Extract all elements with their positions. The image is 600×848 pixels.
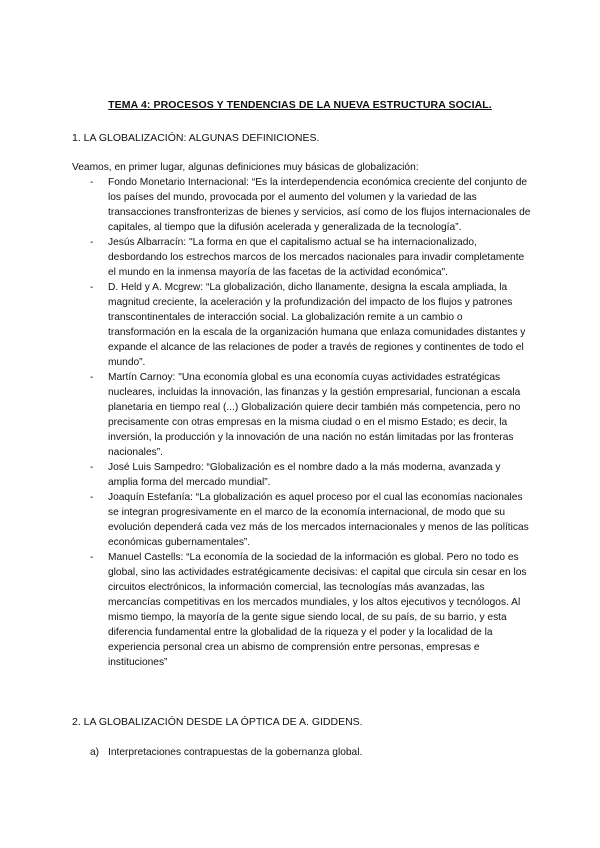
section-2-subitem (90, 745, 530, 760)
definition-item-fmi: - Fondo Monetario Internacional: “Es la interdependencia económica creciente del conjunto de los países del mundo, provocada por el aumento del volumen y la variedad de las transacciones transfronterizas de bienes y servicios, así como de los flujos internacionales de capitales, al tiempo que la difusión acelerada y generalizada de la tecnología”. (90, 175, 532, 235)
definition-item-castells: - Manuel Castells: “La economía de la sociedad de la información es global. Pero no todo es global, sino las actividades estratégicamente decisivas: el capital que circula sin cesar en los circuitos electrónicos, la información comercial, las tecnologías más avanzadas, las mercancías competitivas en los mercados mundiales, y los altos ejecutivos y tecnólogos. Al mismo tiempo, la mayoría de la gente sigue siendo local, de su país, de su barrio, y esta diferencia fundamental entre la globalidad de la riqueza y el poder y la localidad de la experiencia personal crea un abismo de comprensión entre personas, empresas e instituciones” (90, 550, 532, 670)
document-title: TEMA 4: PROCESOS Y TENDENCIAS DE LA NUEVA ESTRUCTURA SOCIAL. (108, 99, 492, 111)
definition-item-sampedro: - José Luis Sampedro: “Globalización es el nombre dado a la más moderna, avanzada y amplia forma del mercado mundial”. (90, 460, 532, 490)
definition-item-estefania: - Joaquín Estefanía: “La globalización es aquel proceso por el cual las economías nacionales se integran progresivamente en el marco de la economía internacional, de modo que su evolución dependerá cada vez más de los mercados internacionales y menos de las políticas económicas gubernamentales”. (90, 490, 532, 550)
section-1-intro: Veamos, en primer lugar, algunas definiciones muy básicas de globalización: (72, 162, 419, 173)
definitions-list (90, 175, 532, 670)
definition-item-held-mcgrew: - D. Held y A. Mcgrew: “La globalización, dicho llanamente, designa la escala ampliada, la magnitud creciente, la aceleración y la profundización del impacto de los flujos y patrones transcontinentales de interacción social. La globalización remite a un cambio o transformación en la escala de la organización humana que enlaza comunidades distantes y expande el alcance de las relaciones de poder a través de regiones y continentes de todo el mundo”. (90, 280, 532, 370)
subitem-text: Interpretaciones contrapuestas de la gobernanza global. (108, 747, 363, 758)
subitem-marker: a) (90, 747, 100, 758)
definition-item-carnoy: - Martín Carnoy: "Una economía global es una economía cuyas actividades estratégicas nucleares, incluidas la innovación, las finanzas y la gestión empresarial, funcionan a escala planetaria en tiempo real (...) Globalización quiere decir también más competencia, pero no precisamente con otras empresas en la misma ciudad o en el mismo Estado; es decir, la inversión, la producción y la innovación de una nación no están limitadas por las fronteras nacionales”. (90, 370, 532, 460)
section-2-heading: 2. LA GLOBALIZACIÓN DESDE LA ÓPTICA DE A. GIDDENS. (72, 716, 363, 728)
definition-item-albarracin: - Jesús Albarracín: "La forma en que el capitalismo actual se ha internacionalizado, desbordando los estrechos marcos de los mercados nacionales para invadir completamente el mundo en la inmensa mayoría de las facetas de la actividad económica". (90, 235, 532, 280)
section-1-heading: 1. LA GLOBALIZACIÓN: ALGUNAS DEFINICIONES. (72, 132, 320, 144)
